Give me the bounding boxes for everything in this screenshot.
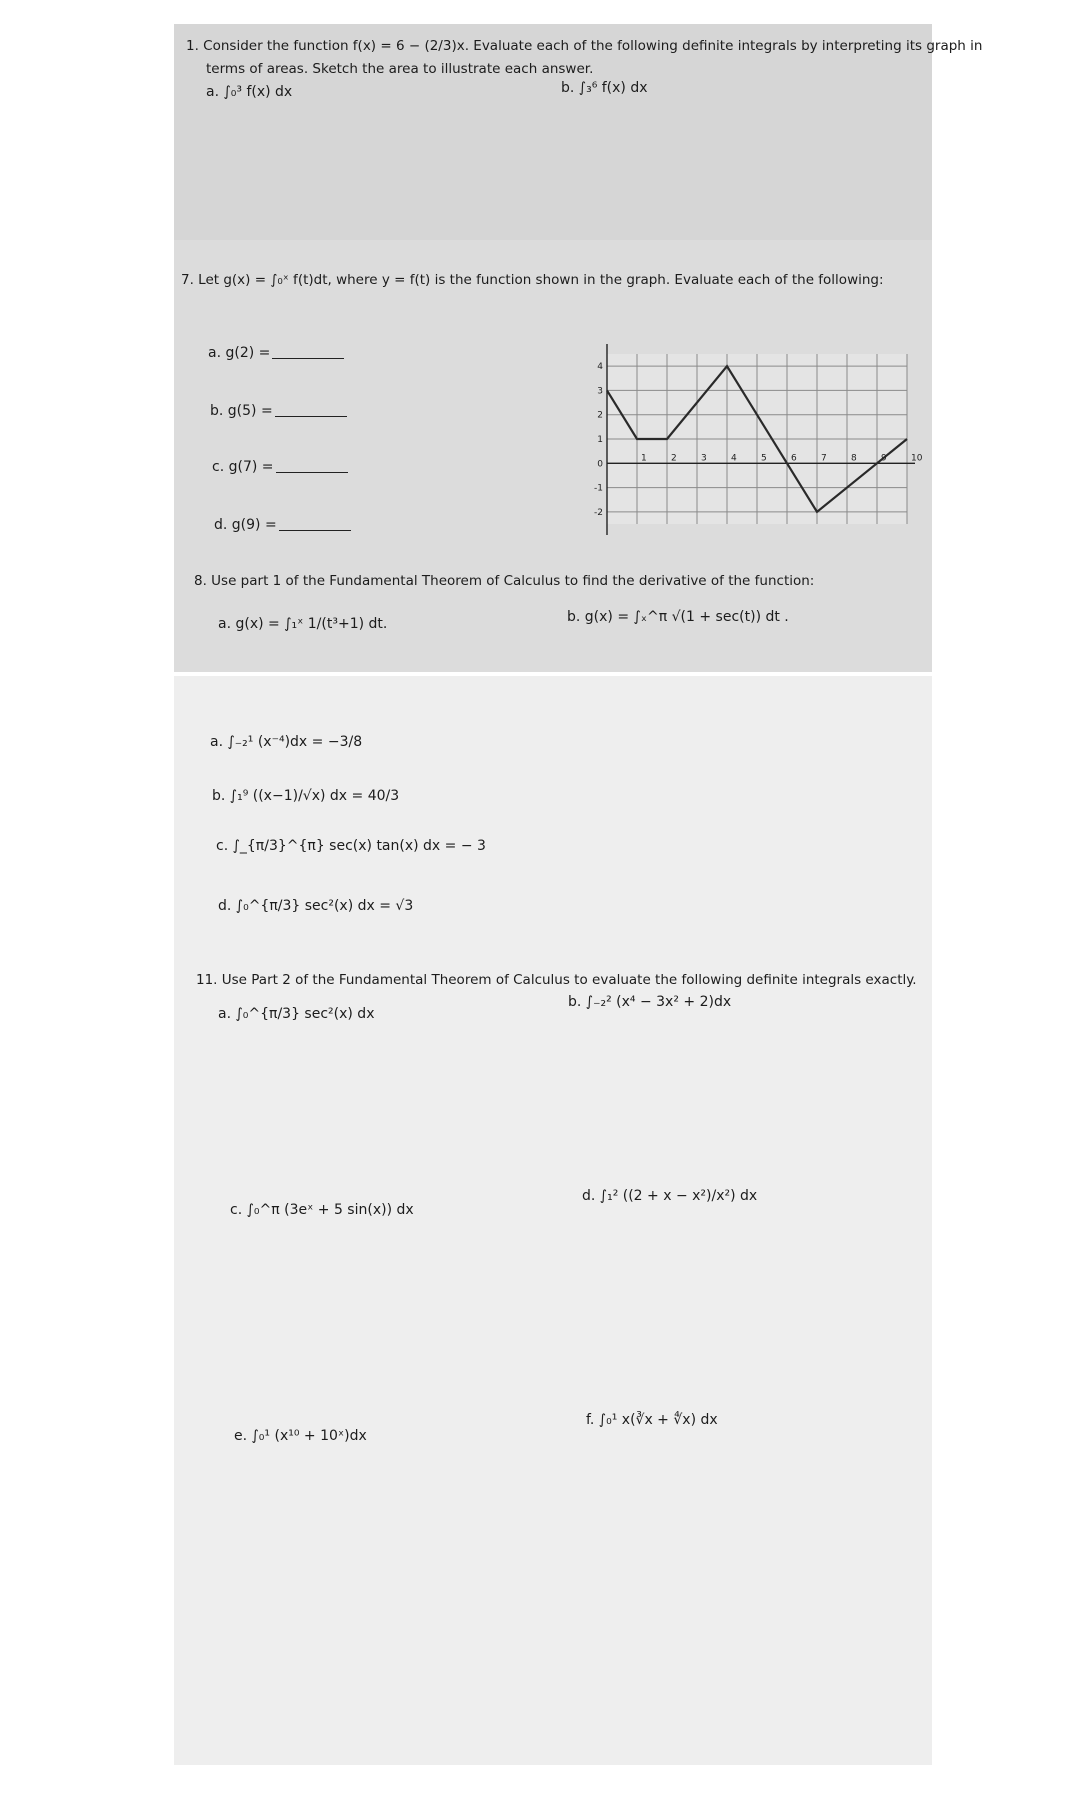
problem-7b: [210, 403, 347, 419]
y-tick-label: -1: [594, 483, 603, 494]
x-tick-label: 2: [671, 453, 677, 464]
problem-10b: b. ∫₁⁹ ((x−1)/√x) dx = 40/3: [212, 788, 400, 804]
problem-7d: [214, 517, 351, 533]
problem-1-statement: 1. Consider the function f(x) = 6 − (2/3)x. Evaluate each of the following definite integrals by interpreting its graph in: [186, 38, 983, 54]
problem-1-statement-cont: terms of areas. Sketch the area to illustrate each answer.: [206, 61, 594, 77]
problem-1b: b. ∫₃⁶ f(x) dx: [561, 80, 648, 96]
problem-11d: d. ∫₁² ((2 + x − x²)/x²) dx: [582, 1188, 758, 1204]
problem-10c: c. ∫_{π/3}^{π} sec(x) tan(x) dx = − 3: [216, 838, 486, 854]
problem-8b: b. g(x) = ∫ₓ^π √(1 + sec(t)) dt .: [567, 609, 789, 625]
problem-11c: c. ∫₀^π (3eˣ + 5 sin(x)) dx: [230, 1202, 414, 1218]
problem-10d: d. ∫₀^{π/3} sec²(x) dx = √3: [218, 898, 414, 914]
answer-blank[interactable]: [272, 358, 344, 359]
x-tick-label: 3: [701, 453, 707, 464]
problem-7c-label: c. g(7) =: [212, 459, 274, 475]
y-tick-label: 2: [597, 410, 603, 421]
answer-blank[interactable]: [279, 530, 351, 531]
problem-11f: f. ∫₀¹ x(∛x + ∜x) dx: [586, 1412, 718, 1428]
problem-1a: a. ∫₀³ f(x) dx: [206, 84, 293, 100]
problem-11-statement: 11. Use Part 2 of the Fundamental Theorem of Calculus to evaluate the following definite integrals exactly.: [196, 972, 917, 988]
problem-11e: e. ∫₀¹ (x¹⁰ + 10ˣ)dx: [234, 1428, 367, 1444]
y-tick-label: 4: [597, 362, 603, 373]
x-tick-label: 9: [881, 453, 887, 464]
problem-10-11-panel: [174, 676, 932, 1765]
x-tick-label: 5: [761, 453, 767, 464]
x-tick-label: 7: [821, 453, 827, 464]
y-tick-label: -2: [594, 507, 603, 518]
x-tick-label: 6: [791, 453, 797, 464]
problem-8-statement: 8. Use part 1 of the Fundamental Theorem of Calculus to find the derivative of the function:: [194, 573, 815, 589]
x-tick-label: 8: [851, 453, 857, 464]
problem-11b: b. ∫₋₂² (x⁴ − 3x² + 2)dx: [568, 994, 732, 1010]
answer-blank[interactable]: [276, 472, 348, 473]
problem-8a: a. g(x) = ∫₁ˣ 1/(t³+1) dt.: [218, 616, 388, 632]
problem-7-8-panel: [174, 240, 932, 672]
y-tick-label: 3: [597, 386, 603, 397]
y-tick-label: 1: [597, 435, 603, 445]
x-tick-label: 10: [911, 453, 923, 464]
problem-10a: a. ∫₋₂¹ (x⁻⁴)dx = −3/8: [210, 734, 363, 750]
problem-7c: [212, 459, 348, 475]
problem-7d-label: d. g(9) =: [214, 517, 277, 533]
y-tick-label: 0: [597, 459, 603, 470]
problem-7a-label: a. g(2) =: [208, 345, 271, 361]
x-tick-label: 1: [641, 453, 647, 464]
problem-7b-label: b. g(5) =: [210, 403, 273, 419]
problem-7-statement: 7. Let g(x) = ∫₀ˣ f(t)dt, where y = f(t) is the function shown in the graph. Evaluate each of the following:: [181, 272, 884, 288]
x-tick-label: 4: [731, 453, 737, 464]
problem-11a: a. ∫₀^{π/3} sec²(x) dx: [218, 1006, 375, 1022]
function-graph: [587, 330, 927, 535]
problem-1-panel: [174, 24, 983, 240]
answer-blank[interactable]: [275, 416, 347, 417]
problem-7a: [208, 345, 344, 361]
